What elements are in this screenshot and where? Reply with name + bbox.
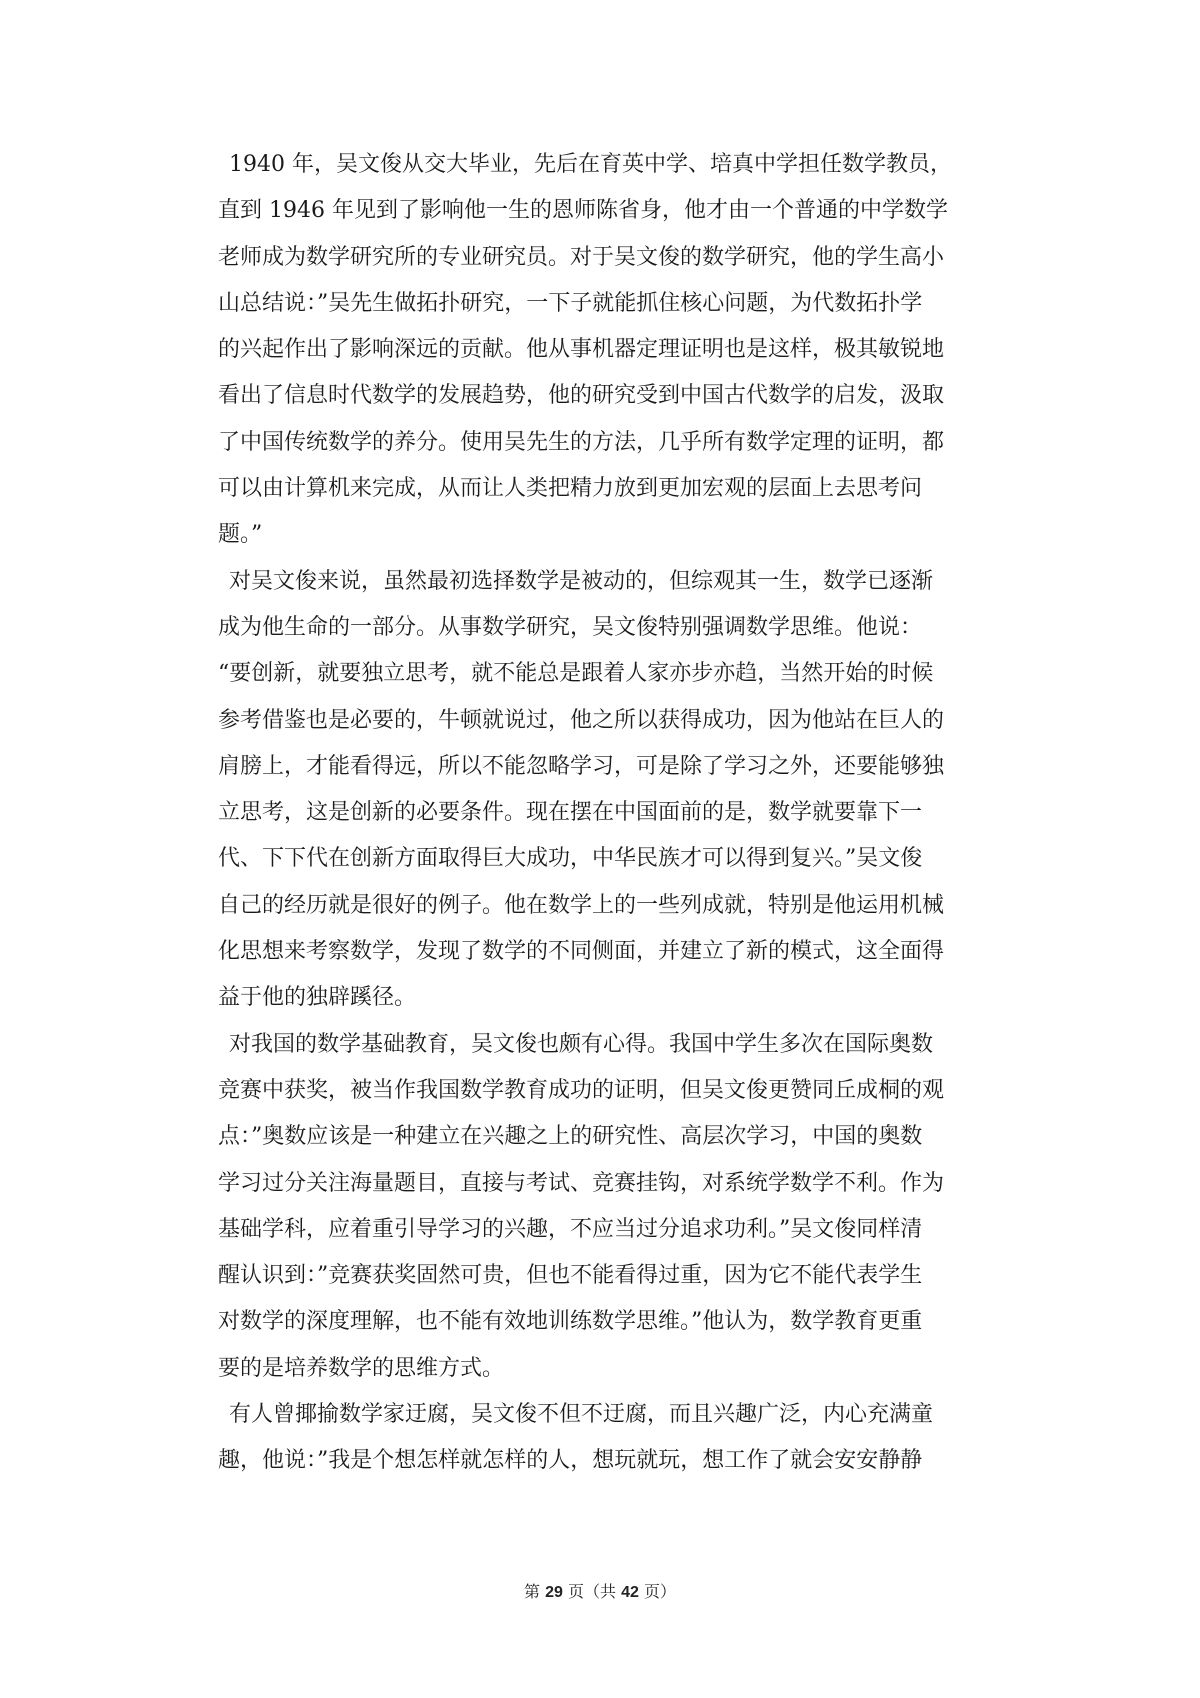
text-line: 化思想来考察数学，发现了数学的不同侧面，并建立了新的模式，这全面得 [218, 939, 945, 965]
text-line: 参考借鉴也是必要的，牛顿就说过，他之所以获得成功，因为他站在巨人的 [218, 707, 945, 733]
text-line: 自己的经历就是很好的例子。他在数学上的一些列成就，特别是他运用机械 [218, 892, 945, 918]
paragraph [218, 142, 1008, 559]
paragraph [218, 559, 1008, 1022]
text-line: “要创新，就要独立思考，就不能总是跟着人家亦步亦趋，当然开始的时候 [218, 661, 934, 687]
text-line: 竞赛中获奖，被当作我国数学教育成功的证明，但吴文俊更赞同丘成桐的观 [218, 1077, 945, 1103]
text-line: 对我国的数学基础教育，吴文俊也颇有心得。我国中学生多次在国际奥数 [229, 1031, 934, 1057]
text-line: 1940 年，吴文俊从交大毕业，先后在育英中学、培真中学担任数学教员， [229, 152, 952, 177]
paragraph [218, 1022, 1008, 1392]
paragraph [218, 1392, 1008, 1485]
text-line: 点：”奥数应该是一种建立在兴趣之上的研究性、高层次学习，中国的奥数 [218, 1124, 923, 1150]
footer-suffix: 页） [643, 1582, 676, 1601]
text-line: 基础学科，应着重引导学习的兴趣，不应当过分追求功利。”吴文俊同样清 [218, 1216, 923, 1242]
text-line: 的兴起作出了影响深远的贡献。他从事机器定理证明也是这样，极其敏锐地 [218, 337, 945, 363]
page-number-footer [0, 1580, 1200, 1605]
text-line: 益于他的独辟蹊径。 [218, 985, 417, 1011]
text-line: 看出了信息时代数学的发展趋势，他的研究受到中国古代数学的启发，汲取 [218, 383, 945, 409]
text-line: 题。” [218, 522, 263, 548]
text-line: 有人曾揶揄数学家迂腐，吴文俊不但不迂腐，而且兴趣广泛，内心充满童 [229, 1402, 934, 1428]
body-text [218, 142, 1008, 1485]
text-line: 老师成为数学研究所的专业研究员。对于吴文俊的数学研究，他的学生高小 [218, 244, 945, 270]
text-line: 山总结说：”吴先生做拓扑研究，一下子就能抓住核心问题，为代数拓扑学 [218, 290, 923, 316]
text-line: 代、下下代在创新方面取得巨大成功，中华民族才可以得到复兴。”吴文俊 [218, 846, 923, 872]
text-line: 学习过分关注海量题目，直接与考试、竞赛挂钩，对系统学数学不利。作为 [218, 1170, 945, 1196]
text-line: 醒认识到：”竞赛获奖固然可贵，但也不能看得过重，因为它不能代表学生 [218, 1263, 923, 1289]
text-line: 了中国传统数学的养分。使用吴先生的方法，几乎所有数学定理的证明，都 [218, 429, 945, 455]
text-line: 直到 1946 年见到了影响他一生的恩师陈省身，他才由一个普通的中学数学 [218, 198, 948, 224]
current-page-number: 29 [545, 1584, 563, 1601]
footer-prefix: 第 [523, 1582, 540, 1601]
text-line: 肩膀上，才能看得远，所以不能忽略学习，可是除了学习之外，还要能够独 [218, 753, 945, 779]
text-line: 可以由计算机来完成，从而让人类把精力放到更加宏观的层面上去思考问 [218, 476, 923, 502]
text-line: 趣，他说：”我是个想怎样就怎样的人，想玩就玩，想工作了就会安安静静 [218, 1448, 923, 1474]
total-page-count: 42 [621, 1584, 639, 1601]
text-line: 对数学的深度理解，也不能有效地训练数学思维。”他认为，数学教育更重 [218, 1309, 923, 1335]
text-line: 立思考，这是创新的必要条件。现在摆在中国面前的是，数学就要靠下一 [218, 800, 923, 826]
text-line: 对吴文俊来说，虽然最初选择数学是被动的，但综观其一生，数学已逐渐 [229, 568, 934, 594]
text-line: 成为他生命的一部分。从事数学研究，吴文俊特别强调数学思维。他说： [218, 614, 923, 640]
text-line: 要的是培养数学的思维方式。 [218, 1355, 505, 1381]
footer-middle: 页（共 [567, 1582, 616, 1601]
